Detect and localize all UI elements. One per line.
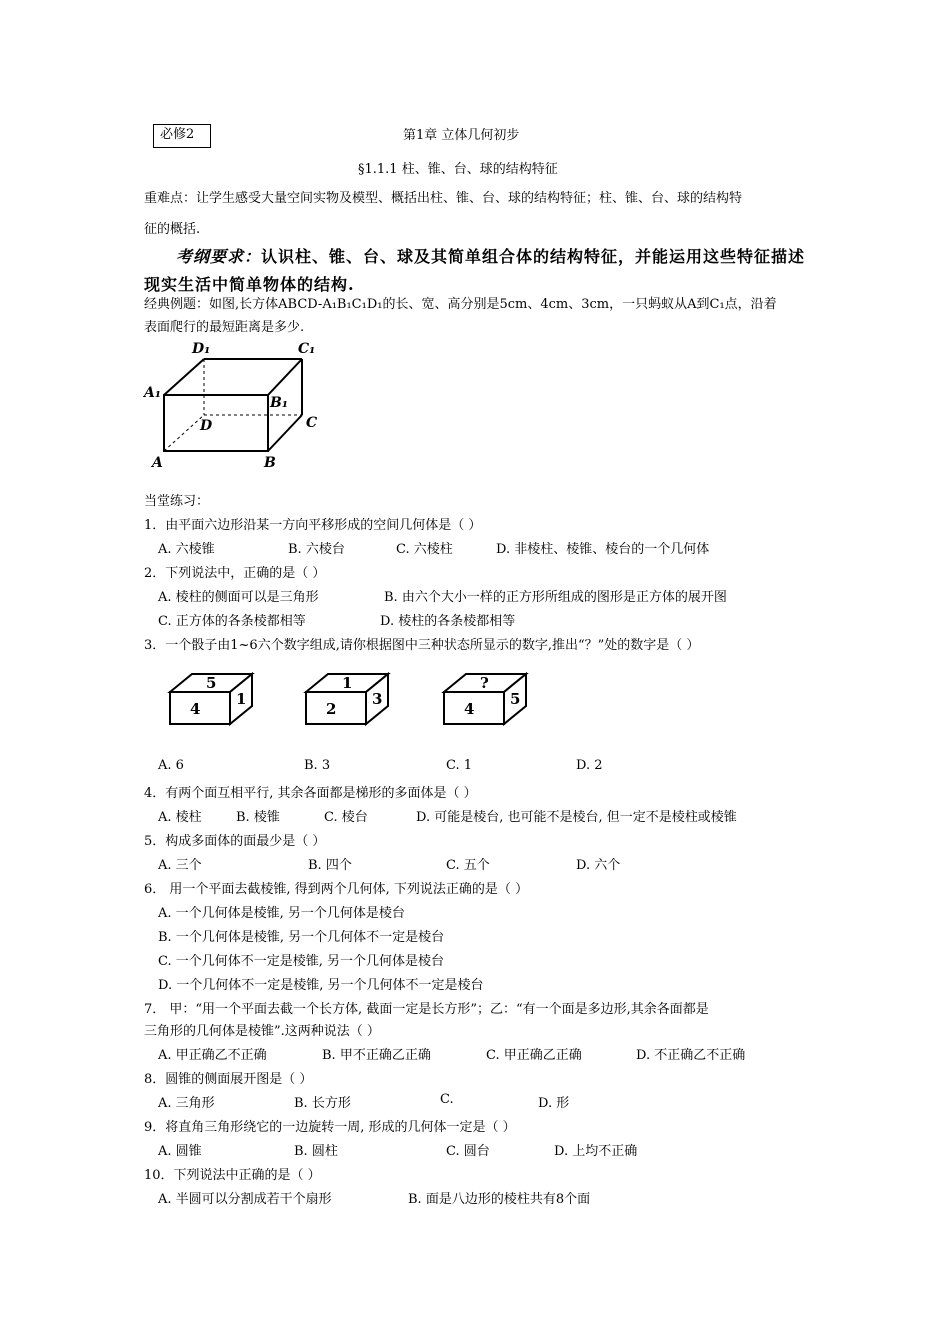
q7-option-c[interactable]: C. 甲正确乙正确 bbox=[486, 1048, 582, 1063]
q5-option-c[interactable]: C. 五个 bbox=[446, 858, 490, 873]
q5-option-b[interactable]: B. 四个 bbox=[308, 858, 352, 873]
section-title: §1.1.1 柱、锥、台、球的结构特征 bbox=[358, 162, 558, 177]
q7-option-a[interactable]: A. 甲正确乙不正确 bbox=[158, 1048, 267, 1063]
die-1-top: 5 bbox=[206, 674, 217, 692]
q1-stem: 1．由平面六边形沿某一方向平移形成的空间几何体是（ ） bbox=[144, 518, 482, 533]
die-1-side: 1 bbox=[236, 690, 247, 708]
q1-option-c[interactable]: C. 六棱柱 bbox=[396, 542, 453, 557]
q10-stem: 10．下列说法中正确的是（ ） bbox=[144, 1168, 321, 1183]
q6-option-d[interactable]: D. 一个几何体不一定是棱锥, 另一个几何体不一定是棱台 bbox=[158, 978, 484, 993]
die-1 bbox=[160, 668, 260, 730]
q1-option-a[interactable]: A. 六棱锥 bbox=[158, 542, 215, 557]
q3-option-d[interactable]: D. 2 bbox=[576, 758, 603, 773]
q8-option-b[interactable]: B. 长方形 bbox=[294, 1096, 351, 1111]
practice-title: 当堂练习： bbox=[144, 494, 210, 509]
label-d1: D₁ bbox=[192, 341, 211, 357]
q6-option-a[interactable]: A. 一个几何体是棱锥, 另一个几何体是棱台 bbox=[158, 906, 405, 921]
die-3-top: ? bbox=[480, 674, 489, 692]
q3-option-c[interactable]: C. 1 bbox=[446, 758, 473, 773]
key-points-line1: 重难点：让学生感受大量空间实物及模型、概括出柱、锥、台、球的结构特征；柱、锥、台、球的结构特 bbox=[144, 191, 743, 206]
q2-option-d[interactable]: D. 棱柱的各条棱都相等 bbox=[380, 614, 516, 629]
die-1-front: 4 bbox=[190, 700, 201, 718]
cuboid-hidden-edge-ad bbox=[164, 415, 204, 451]
q9-stem: 9．将直角三角形绕它的一边旋转一周, 形成的几何体一定是（ ） bbox=[144, 1120, 516, 1135]
q10-option-a[interactable]: A. 半圆可以分割成若干个扇形 bbox=[158, 1192, 332, 1207]
exam-requirements-line2: 现实生活中简单物体的结构. bbox=[144, 275, 355, 294]
q10-option-b[interactable]: B. 面是八边形的棱柱共有8个面 bbox=[408, 1192, 591, 1207]
q7-option-b[interactable]: B. 甲不正确乙正确 bbox=[322, 1048, 431, 1063]
label-a1: A₁ bbox=[144, 385, 161, 401]
q7-option-d[interactable]: D. 不正确乙不正确 bbox=[636, 1048, 746, 1063]
cuboid-edge-bc bbox=[268, 415, 302, 451]
q2-option-b[interactable]: B. 由六个大小一样的正方形所组成的图形是正方体的展开图 bbox=[384, 590, 727, 605]
q5-option-d[interactable]: D. 六个 bbox=[576, 858, 621, 873]
label-c1: C₁ bbox=[298, 341, 316, 357]
cuboid-front-face bbox=[164, 395, 268, 451]
q7-stem-line1: 7． 甲：“用一个平面去截一个长方体, 截面一定是长方形”；乙：“有一个面是多边形,其余各面都是 bbox=[144, 1002, 709, 1017]
q8-stem: 8．圆锥的侧面展开图是（ ） bbox=[144, 1072, 313, 1087]
exam-requirements-line1 bbox=[176, 244, 805, 267]
q7-stem-line2: 三角形的几何体是棱锥”.这两种说法（ ） bbox=[144, 1024, 380, 1039]
q9-option-c[interactable]: C. 圆台 bbox=[446, 1144, 490, 1159]
label-b1: B₁ bbox=[270, 395, 288, 411]
die-2 bbox=[296, 668, 396, 730]
q6-option-b[interactable]: B. 一个几何体是棱锥, 另一个几何体不一定是棱台 bbox=[158, 930, 445, 945]
cuboid-edge-a1d1 bbox=[164, 359, 204, 395]
q1-option-b[interactable]: B. 六棱台 bbox=[288, 542, 345, 557]
q3-option-b[interactable]: B. 3 bbox=[304, 758, 331, 773]
q4-stem: 4．有两个面互相平行, 其余各面都是梯形的多面体是（ ） bbox=[144, 786, 477, 801]
q3-stem: 3．一个骰子由1~6六个数字组成,请你根据图中三种状态所显示的数字,推出“？”处的数字是（ ） bbox=[144, 638, 700, 653]
q5-option-a[interactable]: A. 三个 bbox=[158, 858, 202, 873]
die-2-side: 3 bbox=[372, 690, 383, 708]
cuboid-figure bbox=[140, 335, 330, 475]
die-2-top: 1 bbox=[342, 674, 353, 692]
die-3 bbox=[434, 668, 534, 730]
q1-option-d[interactable]: D. 非棱柱、棱锥、棱台的一个几何体 bbox=[496, 542, 710, 557]
example-line2: 表面爬行的最短距离是多少. bbox=[144, 320, 305, 335]
q2-option-c[interactable]: C. 正方体的各条棱都相等 bbox=[158, 614, 306, 629]
q3-option-a[interactable]: A. 6 bbox=[158, 758, 184, 773]
q8-option-d[interactable]: D. 形 bbox=[538, 1096, 570, 1111]
cuboid-edge-b1c1 bbox=[268, 359, 302, 395]
exam-requirements-label: 考纲要求： bbox=[176, 247, 262, 266]
label-d: D bbox=[200, 418, 213, 434]
label-a: A bbox=[152, 455, 163, 471]
q4-option-a[interactable]: A. 棱柱 bbox=[158, 810, 202, 825]
q9-option-d[interactable]: D. 上均不正确 bbox=[554, 1144, 638, 1159]
die-3-front: 4 bbox=[464, 700, 475, 718]
q2-option-a[interactable]: A. 棱柱的侧面可以是三角形 bbox=[158, 590, 319, 605]
chapter-title: 第1章 立体几何初步 bbox=[403, 128, 520, 143]
die-3-side: 5 bbox=[510, 690, 521, 708]
subject-badge: 必修2 bbox=[153, 124, 211, 148]
q4-option-d[interactable]: D. 可能是棱台, 也可能不是棱台, 但一定不是棱柱或棱锥 bbox=[416, 810, 737, 825]
key-points-line2: 征的概括. bbox=[144, 222, 201, 237]
label-b: B bbox=[264, 455, 276, 471]
label-c: C bbox=[306, 415, 318, 431]
example-line1: 经典例题：如图,长方体ABCD-A₁B₁C₁D₁的长、宽、高分别是5cm、4cm、3cm，一只蚂蚁从A到C₁点，沿着 bbox=[144, 297, 777, 312]
q5-stem: 5．构成多面体的面最少是（ ） bbox=[144, 834, 326, 849]
q6-stem: 6． 用一个平面去截棱锥, 得到两个几何体, 下列说法正确的是（ ） bbox=[144, 882, 529, 897]
q6-option-c[interactable]: C. 一个几何体不一定是棱锥, 另一个几何体是棱台 bbox=[158, 954, 445, 969]
die-2-front: 2 bbox=[326, 700, 337, 718]
q8-option-a[interactable]: A. 三角形 bbox=[158, 1096, 215, 1111]
q9-option-a[interactable]: A. 圆锥 bbox=[158, 1144, 202, 1159]
q2-stem: 2．下列说法中，正确的是（ ） bbox=[144, 566, 326, 581]
q8-option-c[interactable]: C. bbox=[440, 1092, 454, 1107]
exam-requirements-text: 认识柱、锥、台、球及其简单组合体的结构特征，并能运用这些特征描述 bbox=[261, 247, 806, 266]
q4-option-b[interactable]: B. 棱锥 bbox=[236, 810, 280, 825]
q9-option-b[interactable]: B. 圆柱 bbox=[294, 1144, 338, 1159]
q4-option-c[interactable]: C. 棱台 bbox=[324, 810, 368, 825]
